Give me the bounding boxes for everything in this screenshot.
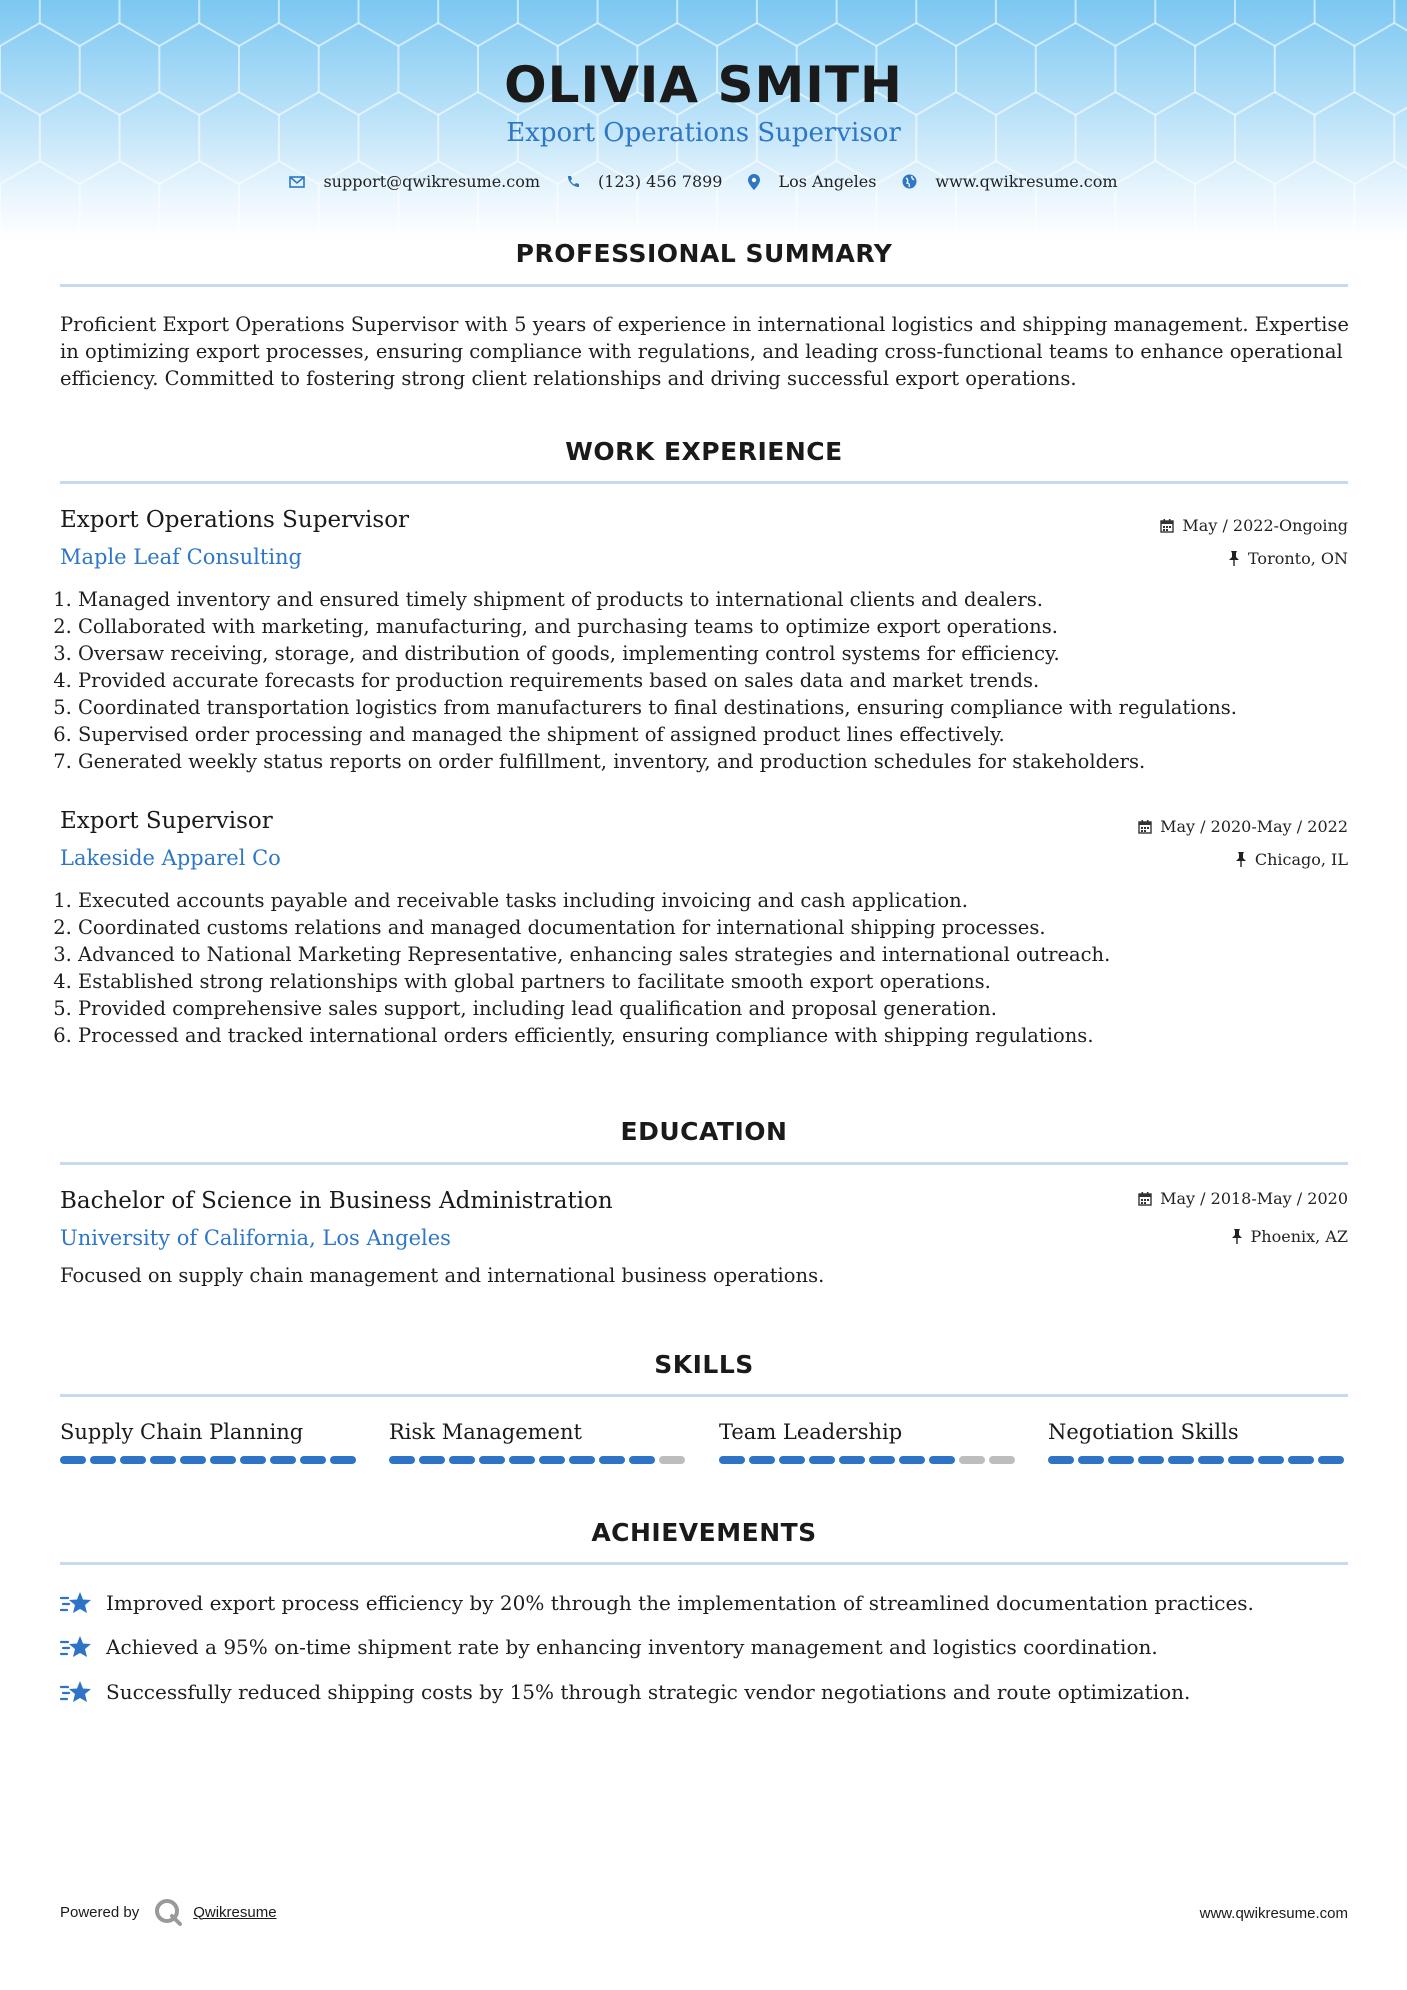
calendar-icon <box>1138 1192 1152 1206</box>
list-item: 4. Established strong relationships with global partners to facilitate smooth export operations. <box>78 968 1378 995</box>
hexagon-shape <box>359 0 439 46</box>
hexagon-shape <box>916 0 996 46</box>
education-location <box>1231 1227 1348 1246</box>
list-item: 1. Executed accounts payable and receivable tasks including invoicing and cash application. <box>78 887 1378 914</box>
education-location-text: Phoenix, AZ <box>1250 1227 1348 1246</box>
skill-segment <box>210 1456 236 1464</box>
star-icon <box>60 1634 92 1660</box>
degree-title: Bachelor of Science in Business Administration <box>60 1188 613 1214</box>
skill-segment <box>120 1456 146 1464</box>
phone-text: (123) 456 7899 <box>598 172 723 191</box>
job-title: Export Supervisor <box>60 808 273 834</box>
education-divider <box>60 1162 1348 1165</box>
skill-segment <box>839 1456 865 1464</box>
list-item: 1. Managed inventory and ensured timely shipment of products to international clients and dealers. <box>78 586 1378 613</box>
job-dates-text: May / 2022-Ongoing <box>1182 516 1348 535</box>
skill-segment <box>569 1456 595 1464</box>
achievement-item <box>60 1679 1190 1705</box>
hexagon-shape <box>279 0 359 46</box>
skill-segment <box>180 1456 206 1464</box>
skill-segment <box>1048 1456 1074 1464</box>
skill-segment <box>1078 1456 1104 1464</box>
powered-by <box>60 1897 277 1927</box>
skill-name: Team Leadership <box>719 1420 903 1444</box>
skill-segment <box>330 1456 356 1464</box>
list-item: 5. Provided comprehensive sales support, including lead qualification and proposal generation. <box>78 995 1378 1022</box>
summary-heading: PROFESSIONAL SUMMARY <box>515 239 893 268</box>
education-heading: EDUCATION <box>620 1117 788 1146</box>
globe-icon <box>902 174 917 189</box>
star-icon <box>60 1679 92 1705</box>
envelope-icon <box>289 176 305 188</box>
hexagon-shape <box>199 0 279 46</box>
email-text: support@qwikresume.com <box>323 172 541 191</box>
candidate-name: OLIVIA SMITH <box>504 56 903 114</box>
summary-divider <box>60 284 1348 287</box>
list-item: 3. Oversaw receiving, storage, and distribution of goods, implementing control systems for efficiency. <box>78 640 1378 667</box>
skill-name: Negotiation Skills <box>1048 1420 1239 1444</box>
skill-segment <box>1168 1456 1194 1464</box>
skill-level-bar <box>389 1456 689 1464</box>
location-text: Los Angeles <box>778 172 877 191</box>
job-location-text: Toronto, ON <box>1248 549 1348 568</box>
list-item: 2. Coordinated customs relations and managed documentation for international shipping processes. <box>78 914 1378 941</box>
skill-name: Risk Management <box>389 1420 582 1444</box>
website-text: www.qwikresume.com <box>935 172 1118 191</box>
achievement-item <box>60 1590 1254 1616</box>
skill-segment <box>929 1456 955 1464</box>
hexagon-shape <box>40 0 120 46</box>
skill-level-bar <box>1048 1456 1348 1464</box>
contact-location <box>748 172 876 191</box>
skill-segment <box>1228 1456 1254 1464</box>
education-dates-text: May / 2018-May / 2020 <box>1160 1189 1348 1208</box>
skill-segment <box>90 1456 116 1464</box>
skill-segment <box>1258 1456 1284 1464</box>
footer-url[interactable]: www.qwikresume.com <box>1199 1905 1348 1922</box>
skill-segment <box>479 1456 505 1464</box>
hexagon-shape <box>757 0 837 46</box>
star-icon <box>60 1590 92 1616</box>
hexagon-shape <box>677 0 757 46</box>
skill-segment <box>1108 1456 1134 1464</box>
powered-by-label: Powered by <box>60 1903 140 1921</box>
list-item: 4. Provided accurate forecasts for production requirements based on sales data and market trends. <box>78 667 1378 694</box>
list-item: 6. Supervised order processing and managed the shipment of assigned product lines effectively. <box>78 721 1378 748</box>
hexagon-shape <box>1155 0 1235 46</box>
achievement-text: Successfully reduced shipping costs by 15% through strategic vendor negotiations and route optimization. <box>106 1680 1191 1704</box>
pushpin-icon <box>1231 1229 1243 1244</box>
skill-segment <box>659 1456 685 1464</box>
hexagon-shape <box>0 230 40 240</box>
skill-segment <box>1318 1456 1344 1464</box>
skill-item <box>60 1420 360 1464</box>
map-pin-icon <box>748 174 760 190</box>
list-item: 2. Collaborated with marketing, manufacturing, and purchasing teams to optimize export operations. <box>78 613 1378 640</box>
skill-segment <box>809 1456 835 1464</box>
contact-email[interactable] <box>289 172 540 191</box>
skill-segment <box>60 1456 86 1464</box>
hexagon-shape <box>837 0 917 46</box>
achievement-text: Achieved a 95% on-time shipment rate by enhancing inventory management and logistics coordination. <box>106 1635 1158 1659</box>
skill-segment <box>419 1456 445 1464</box>
achievement-item <box>60 1634 1158 1660</box>
hexagon-shape <box>1076 0 1156 46</box>
skill-item <box>389 1420 689 1464</box>
list-item: 5. Coordinated transportation logistics from manufacturers to final destinations, ensuring compliance with regulations. <box>78 694 1378 721</box>
skill-segment <box>629 1456 655 1464</box>
hexagon-shape <box>598 0 678 46</box>
skill-segment <box>599 1456 625 1464</box>
skill-segment <box>300 1456 326 1464</box>
hexagon-shape <box>1394 230 1407 240</box>
job-dates <box>1138 817 1348 836</box>
hexagon-shape <box>518 0 598 46</box>
skill-segment <box>1198 1456 1224 1464</box>
skill-segment <box>1288 1456 1314 1464</box>
skill-segment <box>869 1456 895 1464</box>
hexagon-shape <box>996 0 1076 46</box>
hexagon-shape <box>1235 0 1315 46</box>
skill-segment <box>449 1456 475 1464</box>
school-name: University of California, Los Angeles <box>60 1226 451 1250</box>
brand-link[interactable]: Qwikresume <box>193 1903 277 1921</box>
skill-segment <box>749 1456 775 1464</box>
company-name: Lakeside Apparel Co <box>60 846 281 870</box>
pushpin-icon <box>1235 852 1247 867</box>
calendar-icon <box>1138 820 1152 834</box>
phone-icon <box>566 175 580 189</box>
education-dates <box>1138 1189 1348 1208</box>
job-location <box>1228 549 1348 568</box>
contact-website[interactable] <box>902 172 1117 191</box>
education-description: Focused on supply chain management and international business operations. <box>60 1264 825 1287</box>
skill-item <box>1048 1420 1348 1464</box>
skill-segment <box>989 1456 1015 1464</box>
job-dates <box>1160 516 1348 535</box>
qwikresume-logo-icon <box>153 1897 183 1927</box>
skill-segment <box>719 1456 745 1464</box>
skill-segment <box>389 1456 415 1464</box>
job-location <box>1235 850 1348 869</box>
candidate-role: Export Operations Supervisor <box>506 118 901 148</box>
experience-heading: WORK EXPERIENCE <box>565 437 843 466</box>
job-bullets <box>60 887 1378 1049</box>
contact-row <box>0 172 1407 191</box>
skill-item <box>719 1420 1019 1464</box>
company-name: Maple Leaf Consulting <box>60 545 303 569</box>
contact-phone[interactable] <box>566 172 722 191</box>
skill-level-bar <box>719 1456 1019 1464</box>
achievements-divider <box>60 1562 1348 1565</box>
skill-segment <box>539 1456 565 1464</box>
skill-segment <box>899 1456 925 1464</box>
job-bullets <box>60 586 1378 775</box>
list-item: 7. Generated weekly status reports on order fulfillment, inventory, and production schedules for stakeholders. <box>78 748 1378 775</box>
job-title: Export Operations Supervisor <box>60 507 410 533</box>
achievements-heading: ACHIEVEMENTS <box>591 1518 817 1547</box>
skill-level-bar <box>60 1456 360 1464</box>
pushpin-icon <box>1228 551 1240 566</box>
skills-heading: SKILLS <box>654 1350 754 1379</box>
job-location-text: Chicago, IL <box>1254 850 1348 869</box>
job-dates-text: May / 2020-May / 2022 <box>1160 817 1348 836</box>
skill-name: Supply Chain Planning <box>60 1420 304 1444</box>
skill-segment <box>509 1456 535 1464</box>
skill-segment <box>1138 1456 1164 1464</box>
hexagon-shape <box>120 0 200 46</box>
skill-segment <box>779 1456 805 1464</box>
calendar-icon <box>1160 519 1174 533</box>
experience-divider <box>60 481 1348 484</box>
skill-segment <box>240 1456 266 1464</box>
achievement-text: Improved export process efficiency by 20% through the implementation of streamlined documentation practices. <box>106 1591 1254 1615</box>
summary-text: Proficient Export Operations Supervisor with 5 years of experience in international logistics and shipping management. Expertise in optimizing export processes, ensuring compliance with regulations, and leading cross-functional teams to enhance operational efficiency. Committed to fostering strong client relationships and driving successful export operations. <box>60 313 1349 390</box>
skills-divider <box>60 1394 1348 1397</box>
hexagon-shape <box>0 0 40 46</box>
hexagon-shape <box>1315 0 1395 46</box>
hexagon-shape <box>438 0 518 46</box>
skill-segment <box>959 1456 985 1464</box>
skill-segment <box>270 1456 296 1464</box>
list-item: 6. Processed and tracked international orders efficiently, ensuring compliance with shipping regulations. <box>78 1022 1378 1049</box>
list-item: 3. Advanced to National Marketing Representative, enhancing sales strategies and international outreach. <box>78 941 1378 968</box>
skill-segment <box>150 1456 176 1464</box>
